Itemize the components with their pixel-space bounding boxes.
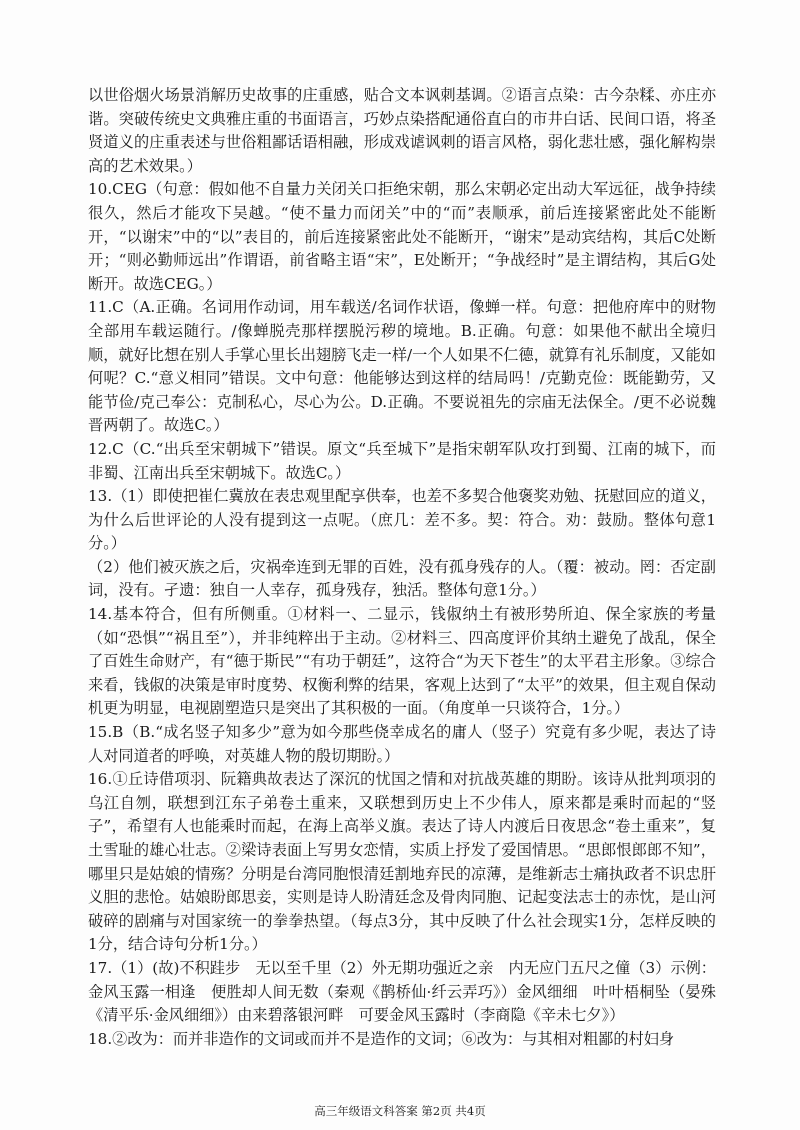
answer-17: 17.（1）(故)不积跬步 无以至千里（2）外无期功强近之亲 内无应门五尺之僮（3）示例：金风玉露一相逢 便胜却人间无数（秦观《鹊桥仙·纤云弄巧》）金风细细 叶叶梧桐坠（晏殊《清平乐·金风细细》）由来碧落银河畔 可要金风玉露时（李商隐《辛未七夕》）: [88, 958, 716, 1025]
answer-10: 10.CEG（句意：假如他不自量力关闭关口拒绝宋朝，那么宋朝必定出动大军远征，战争持续很久，然后才能攻下吴越。“使不量力而闭关”中的“而”表顺承，前后连接紧密此处不能断开，“以谢宋”中的“以”表目的，前后连接紧密此处不能断开，“谢宋”是动宾结构，其后C处断开；“则必勤师远出”作谓语，前省略主语“宋”，E处断开；“争战经时”是主谓结构，其后G处断开。故选CEG。）: [88, 180, 716, 293]
answer-14: 14.基本符合，但有所侧重。①材料一、二显示，钱俶纳土有被形势所迫、保全家族的考量（如“恐惧”“祸且至”），并非纯粹出于主动。②材料三、四高度评价其纳土避免了战乱，保全了百姓生命财产，有“德于斯民”“有功于朝廷”，这符合“为天下苍生”的太平君主形象。③综合来看，钱俶的决策是审时度势、权衡利弊的结果，客观上达到了“太平”的效果，但主观自保动机更为明显，电视剧塑造只是突出了其积极的一面。（角度单一只谈符合，1分。）: [88, 605, 716, 718]
answer-13-part-1: 13.（1）即使把崔仁冀放在表忠观里配享供奉，也差不多契合他褒奖劝勉、抚慰回应的道义，为什么后世评论的人没有提到这一点呢。（庶几：差不多。契：符合。劝：鼓励。整体句意1分。）: [88, 487, 716, 553]
answer-18: 18.②改为：而并非造作的文词或而并不是造作的文词；⑥改为：与其相对粗鄙的村妇身: [88, 1029, 675, 1048]
answer-text-body: [88, 84, 716, 1051]
paragraph-continuation-9: 以世俗烟火场景消解历史故事的庄重感，贴合文本讽刺基调。②语言点染：古今杂糅、亦庄亦谐。突破传统史文典雅庄重的书面语言，巧妙点染搭配通俗直白的市井白话、民间口语，将圣贤道义的庄重表述与世俗粗鄙话语相融，形成戏谑讽刺的语言风格，弱化悲壮感，强化解构崇高的艺术效果。）: [88, 86, 716, 175]
page-footer: 高三年级语文科答案 第2页 共4页: [314, 1104, 486, 1118]
answer-11: 11.C（A.正确。名词用作动词，用车载送/名词作状语，像蝉一样。句意：把他府库中的财物全部用车载运随行。/像蝉脱壳那样摆脱污秽的境地。B.正确。句意：如果他不献出全境归顺，就好比想在别人手掌心里长出翅膀飞走一样/一个人如果不仁德，就算有礼乐制度，又能如何呢？C.“意义相同”错误。文中句意：他能够达到这样的结局吗！/克勤克俭：既能勤劳，又能节俭/克己奉公：克制私心，尽心为公。D.正确。不要说祖先的宗庙无法保全。/更不必说魏晋两朝了。故选C。）: [88, 298, 716, 435]
answer-16: 16.①丘诗借项羽、阮籍典故表达了深沉的忧国之情和对抗战英雄的期盼。该诗从批判项羽的乌江自刎，联想到江东子弟卷土重来，又联想到历史上不少伟人，原来都是乘时而起的“竖子”，希望有人也能乘时而起，在海上高举义旗。表达了诗人内渡后日夜思念“卷土重来”，复土雪耻的雄心壮志。②梁诗表面上写男女恋情，实质上抒发了爱国情思。“思郎恨郎郎不知”，哪里只是姑娘的情殇？分明是台湾同胞恨清廷割地弃民的凉薄，是维新志士痛执政者不识忠肝义胆的悲怆。姑娘盼郎思妾，实则是诗人盼清廷念及骨肉同胞、记起变法志士的赤忱，是山河破碎的剧痛与对国家统一的拳拳热望。（每点3分，其中反映了什么社会现实1分，怎样反映的1分，结合诗句分析1分。）: [88, 770, 716, 954]
answer-12: 12.C（C.“出兵至宋朝城下”错误。原文“兵至城下”是指宋朝军队攻打到蜀、江南的城下，而非蜀、江南出兵至宋朝城下。故选C。）: [88, 439, 716, 482]
answer-13-part-2: （2）他们被灭族之后，灾祸牵连到无罪的百姓，没有孤身残存的人。（覆：被动。罔：否定副词，没有。孑遗：独自一人幸存，孤身残存，独活。整体句意1分。）: [88, 557, 716, 600]
answer-15: 15.B（B.“成名竖子知多少”意为如今那些侥幸成名的庸人（竖子）究竟有多少呢，表达了诗人对同道者的呼唤，对英雄人物的殷切期盼。）: [88, 723, 716, 765]
